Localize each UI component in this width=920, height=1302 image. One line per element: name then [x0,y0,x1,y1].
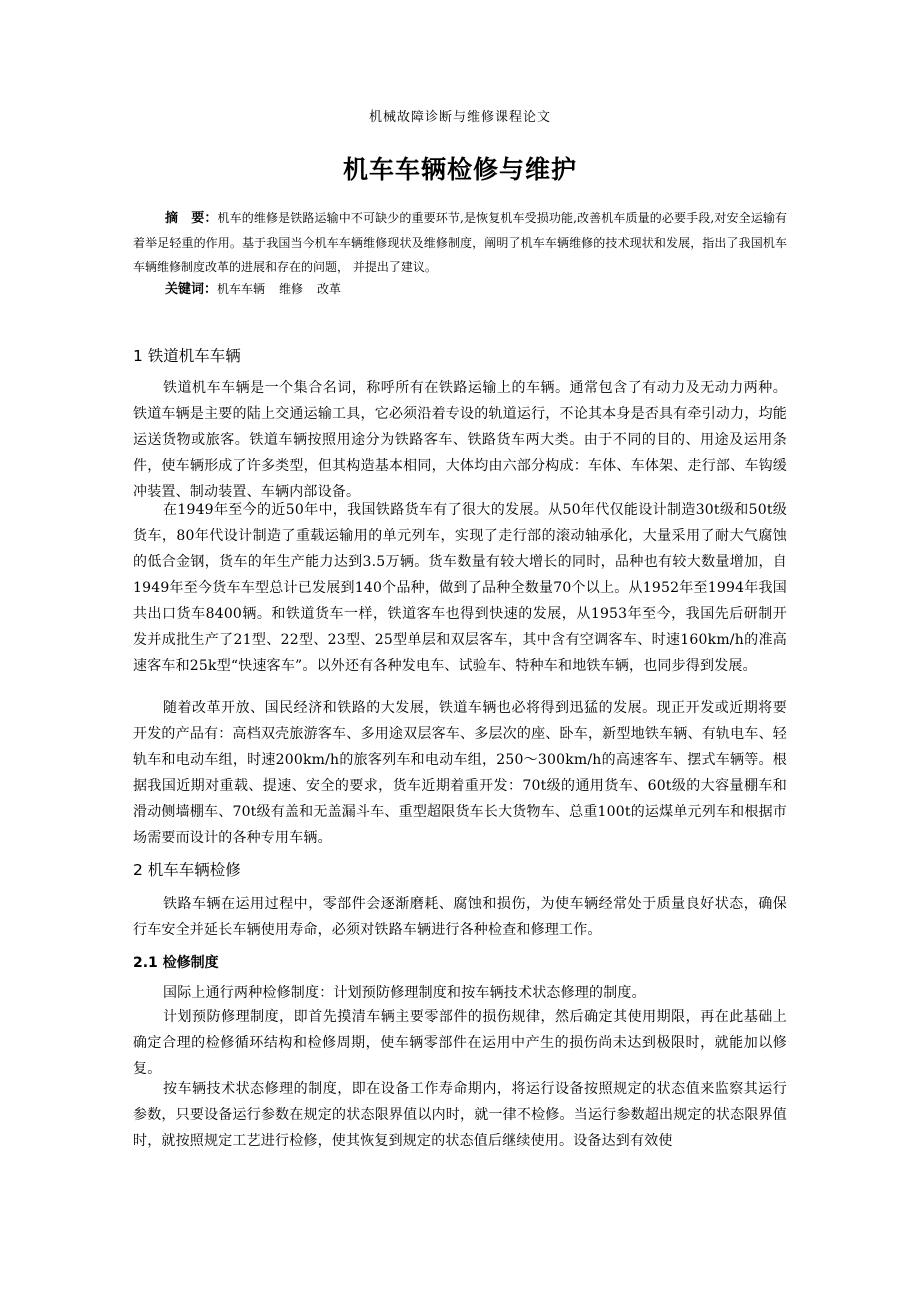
section-heading: 2 机车车辆检修 [133,861,241,879]
paragraph: 计划预防修理制度，即首先摸清车辆主要零部件的损伤规律，然后确定其使用期限，再在此基础上确定合理的检修循环结构和检修周期，使车辆零部件在运用中产生的损伤尚未达到极限时，就能加以修复。 [133,1009,787,1077]
paragraph: 铁道机车车辆是一个集合名词，称呼所有在铁路运输上的车辆。通常包含了有动力及无动力两种。铁道车辆是主要的陆上交通运输工具，它必须沿着专设的轨道运行，不论其本身是否具有牵引动力，均能运送货物或旅客。铁道车辆按照用途分为铁路客车、铁路货车两大类。由于不同的目的、用途及运用条件，使车辆形成了许多类型，但其构造基本相同，大体均由六部分构成：车体、车体架、走行部、车钩缓冲装置、制动装置、车辆内部设备。 [133,380,787,500]
keyword: 维修 [279,282,304,296]
keywords-label: 关键词： [165,282,218,297]
keyword: 机车车辆 [217,282,266,296]
section-heading: 1 铁道机车车辆 [133,347,241,365]
paragraph: 国际上通行两种检修制度：计划预防修理制度和按车辆技术状态修理的制度。 [163,985,646,1001]
paragraph: 随着改革开放、国民经济和铁路的大发展，铁道车辆也必将得到迅猛的发展。现正开发或近期将要开发的产品有：高档双壳旅游客车、多用途双层客车、多层次的座、卧车，新型地铁车辆、有轨电车、轻轨车和电动车组，时速200km/h的旅客列车和电动车组，250～300km/h的高速客车、摆式车辆等。根据我国近期对重载、提速、安全的要求，货车近期着重开发：70t级的通用货车、60t级的大容量棚车和滑动侧墙棚车、70t级有盖和无盖漏斗车、重型超限货车长大货物车、总重100t的运煤单元列车和根据市场需要而设计的各种专用车辆。 [133,700,787,846]
paper-title: 机车车辆检修与维护 [342,155,577,184]
paragraph: 铁路车辆在运用过程中，零部件会逐渐磨耗、腐蚀和损伤，为使车辆经常处于质量良好状态，确保行车安全并延长车辆使用寿命，必须对铁路车辆进行各种检查和修理工作。 [133,896,787,938]
abstract [133,206,787,279]
keywords [165,278,355,301]
abstract-text: 机车的维修是铁路运输中不可缺少的重要环节,是恢复机车受损功能,改善机车质量的必要手段,对安全运输有着举足轻重的作用。基于我国当今机车车辆维修现状及维修制度，阐明了机车车辆维修的技术现状和发展，指出了我国机车车辆维修制度改革的进展和存在的问题， 并提出了建议。 [133,211,787,274]
subsection-heading: 2.1 检修制度 [133,955,219,971]
abstract-label: 摘 要： [165,211,218,226]
keyword: 改革 [317,282,342,296]
paragraph: 在1949年至今的近50年中，我国铁路货车有了很大的发展。从50年代仅能设计制造30t级和50t级货车，80年代设计制造了重载运输用的单元列车，实现了走行部的滚动轴承化，大量采用了耐大气腐蚀的低合金钢，货车的年生产能力达到3.5万辆。货车数量有较大增长的同时，品种也有较大数量增加，自1949年至今货车车型总计已发展到140个品种，做到了品种全数量70个以上。从1952年至1994年我国共出口货车8400辆。和铁道货车一样，铁道客车也得到快速的发展，从1953年至今，我国先后研制开发并成批生产了21型、22型、23型、25型单层和双层客车，其中含有空调客车、时速160km/h的准高速客车和25k型“快速客车”。以外还有各种发电车、试验车、特种车和地铁车辆，也同步得到发展。 [133,502,787,674]
paragraph: 按车辆技术状态修理的制度，即在设备工作寿命期内，将运行设备按照规定的状态值来监察其运行参数，只要设备运行参数在规定的状态限界值以内时，就一律不检修。当运行参数超出规定的状态限界值时，就按照规定工艺进行检修，使其恢复到规定的状态值后继续使用。设备达到有效使 [133,1081,787,1149]
running-header: 机械故障诊断与维修课程论文 [368,110,551,125]
